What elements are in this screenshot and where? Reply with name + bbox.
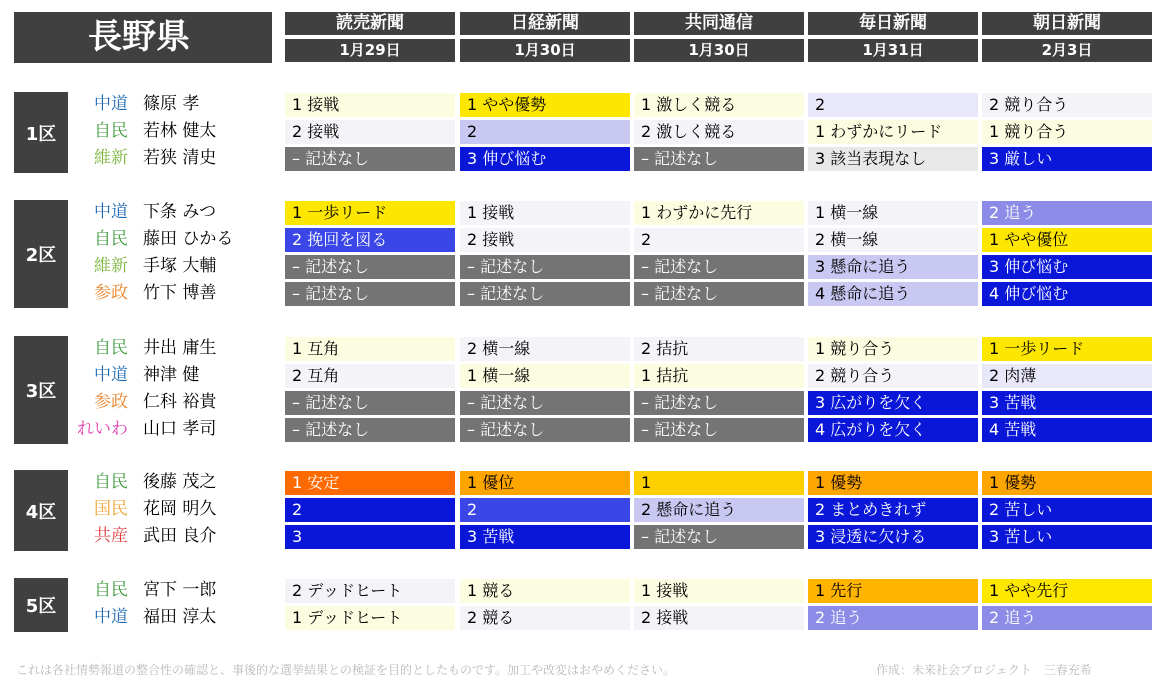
rating-cell: 2 挽回を図る <box>285 228 455 252</box>
rating-cell: 1 安定 <box>285 471 455 495</box>
rating-cell: 2 互角 <box>285 364 455 388</box>
rating-cell: 1 やや優勢 <box>460 93 630 117</box>
prefecture-title: 長野県 <box>14 12 272 63</box>
rating-cell: 1 接戦 <box>285 93 455 117</box>
rating-cell: 1 優勢 <box>982 471 1152 495</box>
district-label: 2区 <box>14 200 68 308</box>
district-label: 1区 <box>14 92 68 173</box>
rating-cell: 4 広がりを欠く <box>808 418 978 442</box>
rating-cell: 3 伸び悩む <box>460 147 630 171</box>
paper-name: 共同通信 <box>634 12 804 35</box>
paper-name: 読売新聞 <box>285 12 455 35</box>
rating-cell: – 記述なし <box>634 418 804 442</box>
rating-cell: 3 苦戦 <box>460 525 630 549</box>
candidate-name: 福田 淳太 <box>143 607 217 627</box>
party-label: 維新 <box>94 256 128 276</box>
rating-cell: 2 苦しい <box>982 498 1152 522</box>
rating-cell: 1 優位 <box>460 471 630 495</box>
party-label: れいわ <box>77 419 128 439</box>
rating-cell: – 記述なし <box>634 255 804 279</box>
candidate-name: 手塚 大輔 <box>143 256 217 276</box>
rating-cell: 2 追う <box>982 606 1152 630</box>
candidate-name: 若林 健太 <box>143 121 217 141</box>
rating-cell: – 記述なし <box>460 255 630 279</box>
rating-cell: 1 拮抗 <box>634 364 804 388</box>
rating-cell: 1 一歩リード <box>982 337 1152 361</box>
survey-date: 1月30日 <box>634 38 804 62</box>
rating-cell: 3 <box>285 525 455 549</box>
party-label: 中道 <box>94 365 128 385</box>
rating-cell: 2 <box>460 498 630 522</box>
party-label: 中道 <box>94 94 128 114</box>
candidate-name: 竹下 博善 <box>143 283 217 303</box>
party-label: 自民 <box>94 229 128 249</box>
rating-cell: – 記述なし <box>285 418 455 442</box>
candidate-name: 井出 庸生 <box>143 338 217 358</box>
disclaimer-text: これは各社情勢報道の整合性の確認と、事後的な選挙結果との検証を目的としたものです。加工や改変はおやめください。 <box>16 663 676 677</box>
candidate-name: 藤田 ひかる <box>143 229 234 249</box>
candidate-name: 若狭 清史 <box>143 148 217 168</box>
paper-name: 日経新聞 <box>460 12 630 35</box>
paper-name: 朝日新聞 <box>982 12 1152 35</box>
rating-cell: 2 競り合う <box>808 364 978 388</box>
rating-cell: 2 <box>285 498 455 522</box>
survey-date: 1月30日 <box>460 38 630 62</box>
rating-cell: 3 苦戦 <box>982 391 1152 415</box>
rating-cell: – 記述なし <box>460 418 630 442</box>
credit-text: 作成：未来社会プロジェクト 三春充希 <box>876 663 1092 677</box>
rating-cell: 2 追う <box>982 201 1152 225</box>
rating-cell: 1 競り合う <box>808 337 978 361</box>
rating-cell: 3 広がりを欠く <box>808 391 978 415</box>
candidate-name: 仁科 裕貴 <box>143 392 217 412</box>
rating-cell: 2 懸命に追う <box>634 498 804 522</box>
rating-cell: 2 まとめきれず <box>808 498 978 522</box>
rating-cell: 1 優勢 <box>808 471 978 495</box>
rating-cell: 1 わずかに先行 <box>634 201 804 225</box>
rating-cell: 2 デッドヒート <box>285 579 455 603</box>
rating-cell: 1 互角 <box>285 337 455 361</box>
rating-cell: 1 やや優位 <box>982 228 1152 252</box>
party-label: 自民 <box>94 121 128 141</box>
rating-cell: 2 横一線 <box>808 228 978 252</box>
party-label: 中道 <box>94 607 128 627</box>
rating-cell: 2 激しく競る <box>634 120 804 144</box>
rating-cell: 1 一歩リード <box>285 201 455 225</box>
party-label: 自民 <box>94 338 128 358</box>
survey-date: 1月29日 <box>285 38 455 62</box>
rating-cell: 2 <box>460 120 630 144</box>
rating-cell: 3 苦しい <box>982 525 1152 549</box>
rating-cell: – 記述なし <box>285 391 455 415</box>
rating-cell: 2 競る <box>460 606 630 630</box>
rating-cell: 2 追う <box>808 606 978 630</box>
rating-cell: 1 デッドヒート <box>285 606 455 630</box>
rating-cell: 2 接戦 <box>460 228 630 252</box>
rating-cell: 1 接戦 <box>634 579 804 603</box>
rating-cell: 2 拮抗 <box>634 337 804 361</box>
rating-cell: 1 競り合う <box>982 120 1152 144</box>
rating-cell: 1 接戦 <box>460 201 630 225</box>
survey-date: 2月3日 <box>982 38 1152 62</box>
rating-cell: 2 <box>808 93 978 117</box>
rating-cell: 3 懸命に追う <box>808 255 978 279</box>
rating-cell: 3 伸び悩む <box>982 255 1152 279</box>
candidate-name: 花岡 明久 <box>143 499 217 519</box>
rating-cell: 1 先行 <box>808 579 978 603</box>
candidate-name: 武田 良介 <box>143 526 217 546</box>
rating-cell: 4 懸命に追う <box>808 282 978 306</box>
rating-cell: 2 横一線 <box>460 337 630 361</box>
candidate-name: 後藤 茂之 <box>143 472 217 492</box>
district-label: 4区 <box>14 470 68 551</box>
party-label: 国民 <box>94 499 128 519</box>
rating-cell: – 記述なし <box>285 282 455 306</box>
party-label: 中道 <box>94 202 128 222</box>
rating-cell: – 記述なし <box>460 391 630 415</box>
rating-cell: 2 <box>634 228 804 252</box>
rating-cell: – 記述なし <box>634 391 804 415</box>
rating-cell: 4 苦戦 <box>982 418 1152 442</box>
rating-cell: – 記述なし <box>460 282 630 306</box>
rating-cell: – 記述なし <box>634 525 804 549</box>
rating-cell: 1 激しく競る <box>634 93 804 117</box>
party-label: 参政 <box>94 283 128 303</box>
rating-cell: 3 浸透に欠ける <box>808 525 978 549</box>
rating-cell: – 記述なし <box>285 255 455 279</box>
candidate-name: 宮下 一郎 <box>143 580 217 600</box>
rating-cell: 1 <box>634 471 804 495</box>
candidate-name: 山口 孝司 <box>143 419 217 439</box>
rating-cell: – 記述なし <box>285 147 455 171</box>
district-label: 3区 <box>14 336 68 444</box>
rating-cell: 1 横一線 <box>460 364 630 388</box>
party-label: 共産 <box>94 526 128 546</box>
rating-cell: 3 該当表現なし <box>808 147 978 171</box>
rating-cell: 2 肉薄 <box>982 364 1152 388</box>
rating-cell: 3 厳しい <box>982 147 1152 171</box>
district-label: 5区 <box>14 578 68 632</box>
candidate-name: 篠原 孝 <box>143 94 200 114</box>
rating-cell: 1 競る <box>460 579 630 603</box>
rating-cell: 2 接戦 <box>634 606 804 630</box>
rating-cell: 1 横一線 <box>808 201 978 225</box>
rating-cell: 2 接戦 <box>285 120 455 144</box>
rating-cell: 1 やや先行 <box>982 579 1152 603</box>
rating-cell: 2 競り合う <box>982 93 1152 117</box>
rating-cell: 1 わずかにリード <box>808 120 978 144</box>
rating-cell: – 記述なし <box>634 147 804 171</box>
candidate-name: 下条 みつ <box>143 202 217 222</box>
candidate-name: 神津 健 <box>143 365 200 385</box>
paper-name: 毎日新聞 <box>808 12 978 35</box>
party-label: 参政 <box>94 392 128 412</box>
survey-date: 1月31日 <box>808 38 978 62</box>
party-label: 維新 <box>94 148 128 168</box>
party-label: 自民 <box>94 472 128 492</box>
rating-cell: 4 伸び悩む <box>982 282 1152 306</box>
rating-cell: – 記述なし <box>634 282 804 306</box>
party-label: 自民 <box>94 580 128 600</box>
